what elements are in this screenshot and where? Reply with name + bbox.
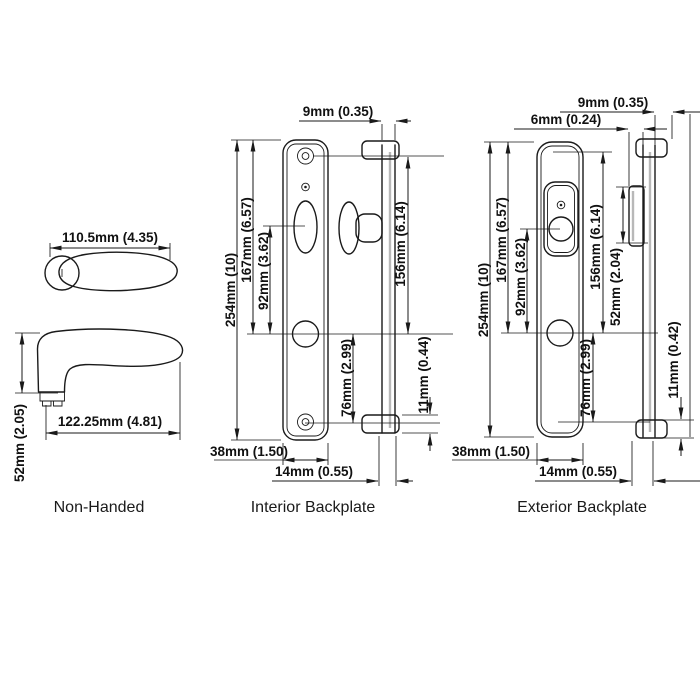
dim-int-top-spindle-label: 167mm (6.57) — [239, 197, 254, 283]
dim-int-tab-label: 11mm (0.44) — [416, 336, 431, 414]
dim-int-thickness-label: 9mm (0.35) — [302, 104, 374, 119]
dim-ext-cyl-spindle-label: 92mm (3.62) — [513, 237, 528, 317]
dim-ext-thickness-label: 9mm (0.35) — [577, 95, 649, 110]
dim-ext-tab-label: 11mm (0.42) — [666, 321, 681, 399]
dim-ext-lower-label: 76mm (2.99) — [578, 338, 593, 418]
dim-ext-housing-label: 52mm (2.04) — [608, 247, 623, 327]
exterior-pin-hole-center — [560, 204, 563, 207]
dim-int-side-height-label: 156mm (6.14) — [393, 201, 408, 287]
dim-int-lower-label: 76mm (2.99) — [339, 338, 354, 418]
dim-lever-projection-label: 122.25mm (4.81) — [57, 414, 163, 429]
dim-int-plate-height-label: 254mm (10) — [223, 252, 238, 328]
interior-backplate-caption: Interior Backplate — [250, 499, 376, 516]
dim-ext-depth-label: 14mm (0.55) — [538, 464, 618, 479]
dim-lever-length-label: 110.5mm (4.35) — [61, 230, 159, 245]
dim-ext-plate-height-label: 254mm (10) — [476, 262, 491, 338]
dim-lever-height-label: 52mm (2.05) — [12, 403, 27, 483]
exterior-backplate-caption: Exterior Backplate — [517, 499, 647, 516]
dim-int-width-label: 38mm (1.50) — [209, 444, 289, 459]
interior-pin-hole-center — [304, 186, 307, 189]
dim-ext-projection-label: 6mm (0.24) — [530, 112, 602, 127]
dim-ext-side-height-label: 156mm (6.14) — [588, 204, 603, 290]
dim-ext-top-spindle-label: 167mm (6.57) — [494, 197, 509, 283]
dim-int-depth-label: 14mm (0.55) — [274, 464, 354, 479]
non-handed-caption: Non-Handed — [53, 499, 145, 516]
dim-ext-width-label: 38mm (1.50) — [451, 444, 531, 459]
dim-int-thumbturn-spindle-label: 92mm (3.62) — [256, 231, 271, 311]
